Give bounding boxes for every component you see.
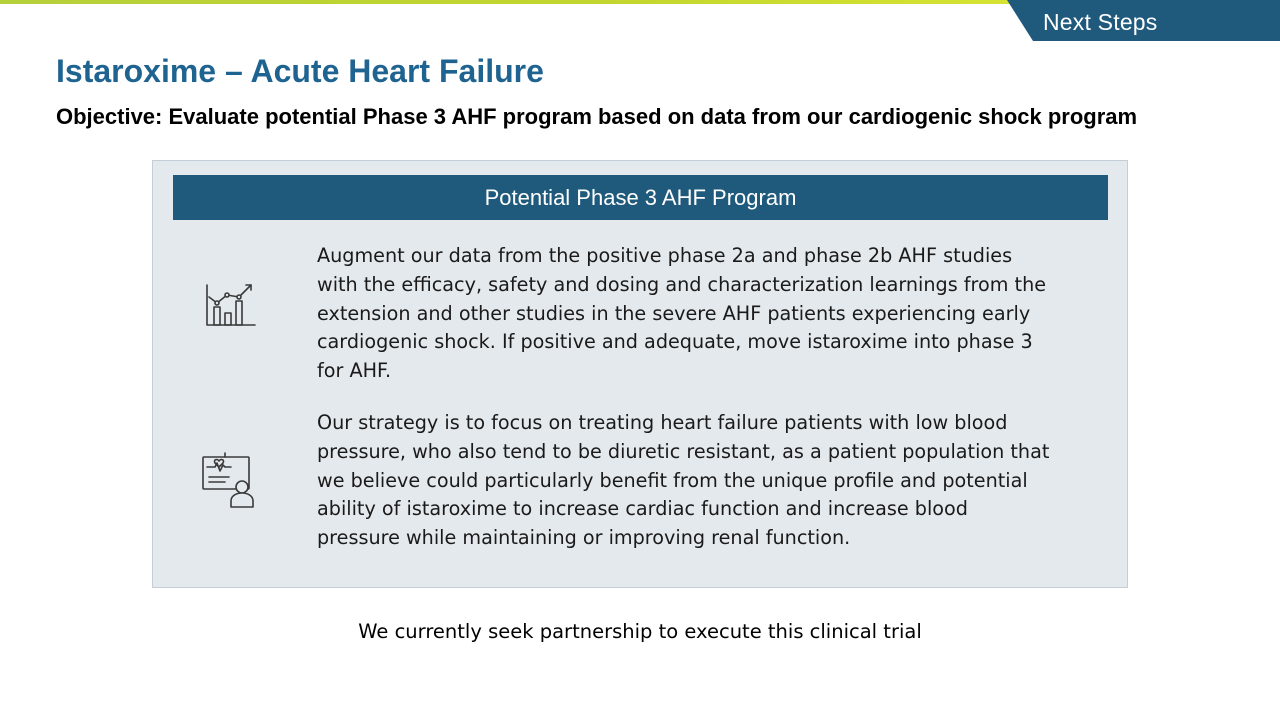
panel-title: Potential Phase 3 AHF Program xyxy=(484,184,797,210)
panel-header xyxy=(173,175,1108,220)
bar-line-chart-icon xyxy=(199,273,261,335)
partnership-note: We currently seek partnership to execute this clinical trial xyxy=(358,620,922,643)
strategy-paragraph-2: Our strategy is to focus on treating heart failure patients with low blood pressure, who also tend to be diuretic resistant, as a patient population that we believe could particularly benefit from the unique profile and potential ability of istaroxime to increase cardiac function and increase blood pressure while maintaining or improving renal function. xyxy=(317,411,1050,550)
strategy-paragraph-1: Augment our data from the positive phase 2a and phase 2b AHF studies with the efficacy, safety and dosing and characterization learnings from the extension and other studies in the severe AHF patients experiencing early cardiogenic shock. If positive and adequate, move istaroxime into phase 3 for AHF. xyxy=(317,244,1047,383)
top-accent-line xyxy=(0,0,1015,4)
page-title: Istaroxime – Acute Heart Failure xyxy=(56,53,544,89)
program-panel xyxy=(152,160,1128,588)
objective-text: Objective: Evaluate potential Phase 3 AHF program based on data from our cardiogenic shock program xyxy=(56,104,1138,129)
section-tab-label: Next Steps xyxy=(1043,9,1158,35)
presentation-heart-monitor-icon xyxy=(197,449,259,511)
